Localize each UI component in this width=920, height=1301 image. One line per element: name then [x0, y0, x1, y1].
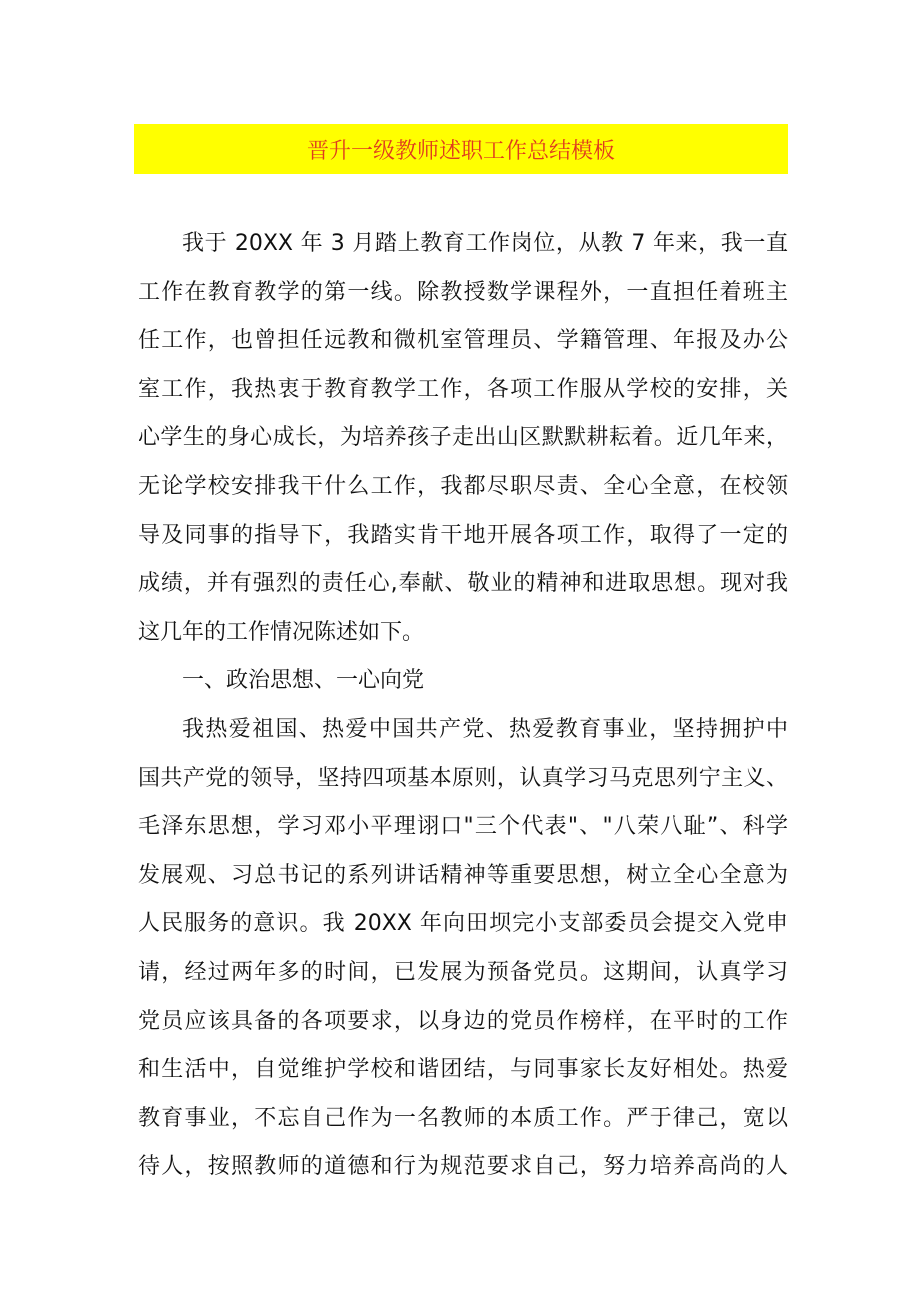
paragraph-line: 我热爱祖国、热爱中国共产党、热爱教育事业，坚持拥护中	[182, 716, 788, 742]
paragraph-line: 发展观、习总书记的系列讲话精神等重要思想，树立全心全意为	[138, 862, 788, 888]
paragraph-line: 成绩，并有强烈的责任心,奉献、敬业的精神和进取思想。现对我	[138, 571, 788, 597]
document-body	[138, 220, 788, 1192]
paragraph-line: 请，经过两年多的时间，已发展为预备党员。这期间，认真学习	[138, 959, 788, 985]
paragraph-line: 待人，按照教师的道德和行为规范要求自己，努力培养高尚的人	[138, 1154, 788, 1180]
paragraph-line: 导及同事的指导下，我踏实肯干地开展各项工作，取得了一定的	[138, 522, 788, 548]
section-heading: 一、政治思想、一心向党	[182, 668, 425, 694]
paragraph-line: 党员应该具备的各项要求，以身边的党员作榜样，在平时的工作	[138, 1008, 788, 1034]
paragraph-line: 毛泽东思想，学习邓小平理诩口"三个代表"、"八荣八耻”、科学	[138, 814, 788, 840]
paragraph-line: 无论学校安排我干什么工作，我都尽职尽责、全心全意，在校领	[138, 473, 788, 499]
paragraph-line: 工作在教育教学的第一线。除教授数学课程外，一直担任着班主	[138, 279, 788, 305]
paragraph-line: 我于 20XX 年 3 月踏上教育工作岗位，从教 7 年来，我一直	[182, 231, 788, 256]
paragraph-line: 心学生的身心成长，为培养孩子走出山区默默耕耘着。近几年来，	[138, 425, 788, 451]
paragraph-line: 任工作，也曾担任远教和微机室管理员、学籍管理、年报及办公	[138, 328, 788, 354]
paragraph-line: 人民服务的意识。我 20XX 年向田坝完小支部委员会提交入党申	[138, 911, 788, 937]
paragraph-line: 国共产党的领导，坚持四项基本原则，认真学习马克思列宁主义、	[138, 765, 788, 791]
paragraph-line: 室工作，我热衷于教育教学工作，各项工作服从学校的安排，关	[138, 376, 788, 402]
paragraph-line: 教育事业，不忘自己作为一名教师的本质工作。严于律己，宽以	[138, 1105, 788, 1131]
title-highlight	[134, 124, 788, 174]
document-title: 晋升一级教师述职工作总结模板	[306, 138, 615, 164]
paragraph-line: 这几年的工作情况陈述如下。	[138, 619, 425, 645]
paragraph-line: 和生活中，自觉维护学校和谐团结，与同事家长友好相处。热爱	[138, 1057, 788, 1083]
